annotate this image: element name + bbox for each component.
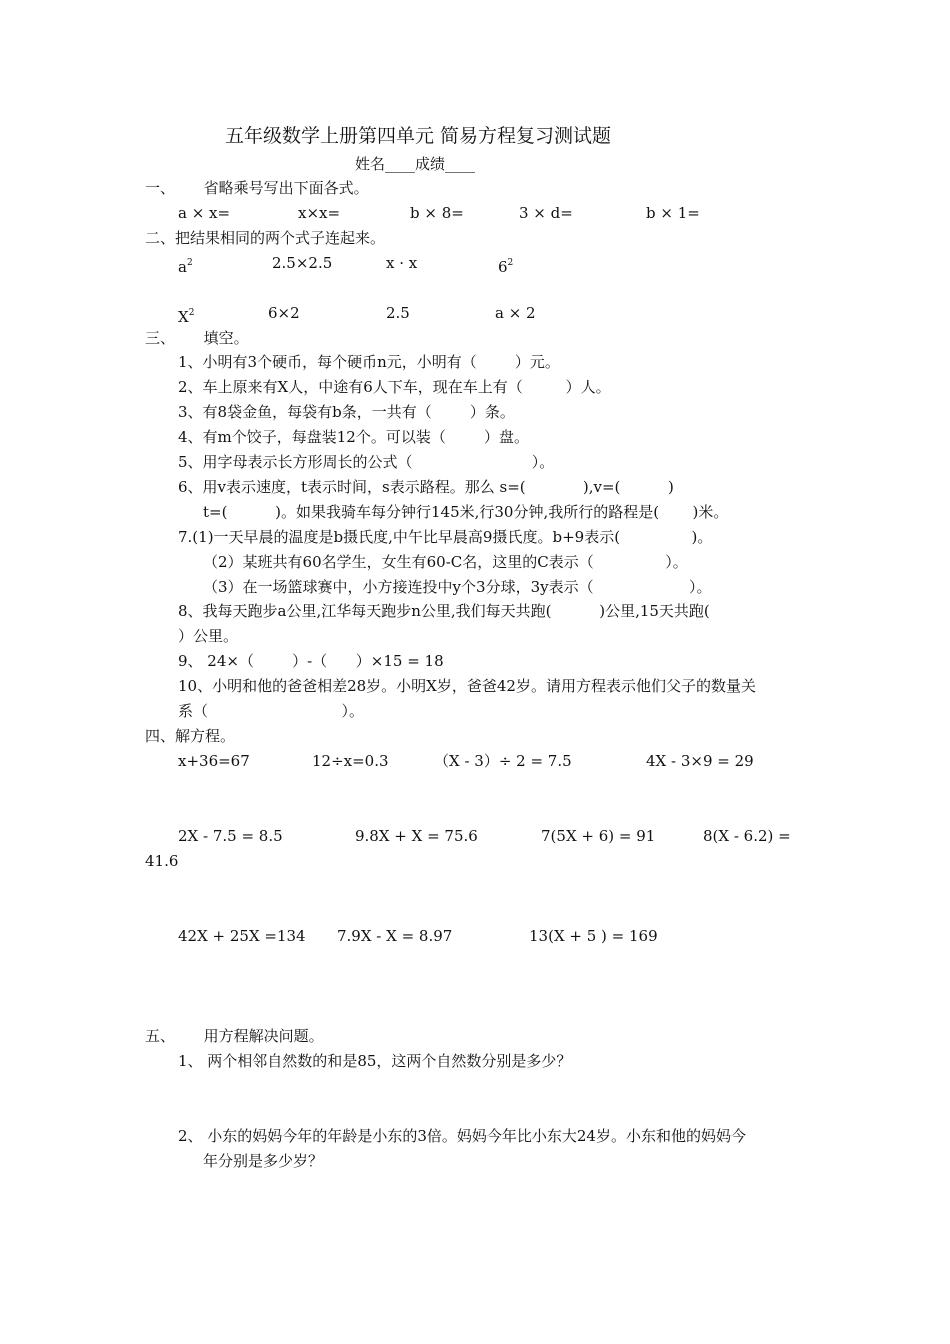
- question: 2、车上原来有X人，中途有6人下车，现在车上有（ ）人。: [178, 378, 611, 396]
- match-item: x · x: [386, 254, 418, 272]
- question: 3、有8袋金鱼，每袋有b条，一共有（ ）条。: [178, 403, 515, 421]
- equation: 7.9X - X = 8.97: [337, 927, 453, 945]
- word-problem: 2、 小东的妈妈今年的年龄是小东的3倍。妈妈今年比小东大24岁。小东和他的妈妈今: [178, 1127, 746, 1145]
- equation: 13(X + 5 ) = 169: [529, 927, 658, 945]
- question-continuation: t=( )。如果我骑车每分钟行145米,行30分钟,我所行的路程是( )米。: [203, 503, 729, 521]
- match-item: 2.5×2.5: [272, 254, 333, 272]
- section-4-heading: 四、解方程。: [145, 727, 236, 745]
- section-1-heading: 一、 省略乘号写出下面各式。: [145, 179, 369, 197]
- word-problem-continuation: 年分别是多少岁？: [203, 1152, 324, 1170]
- question: 6、用v表示速度，t表示时间，s表示路程。那么 s=( ),v=( ): [178, 478, 674, 496]
- question: 1、小明有3个硬币，每个硬币n元，小明有（ ）元。: [178, 353, 560, 371]
- equation: x+36=67: [178, 752, 250, 770]
- equation: 7(5X + 6) = 91: [541, 827, 656, 845]
- expr-item: b × 1=: [646, 204, 700, 222]
- expr-item: 3 × d=: [519, 204, 573, 222]
- equation: 9.8X + X = 75.6: [355, 827, 478, 845]
- question: 4、有m个饺子，每盘装12个。可以装（ ）盘。: [178, 428, 530, 446]
- equation: 8(X - 6.2) =: [703, 827, 791, 845]
- question-sub: （3）在一场篮球赛中，小方接连投中y个3分球，3y表示（ ）。: [203, 578, 712, 596]
- question: 10、小明和他的爸爸相差28岁。小明X岁，爸爸42岁。请用方程表示他们父子的数量关: [178, 677, 756, 695]
- section-3-heading: 三、 填空。: [145, 329, 249, 347]
- equation: 2X - 7.5 = 8.5: [178, 827, 283, 845]
- match-item: $X^2$: [178, 308, 195, 326]
- question-continuation: ）公里。: [178, 627, 239, 645]
- match-item: 6×2: [268, 304, 300, 322]
- question: 5、用字母表示长方形周长的公式（ ）。: [178, 453, 555, 471]
- question-continuation: 系（ ）。: [178, 702, 365, 720]
- expr-item: a × x=: [178, 204, 231, 222]
- question-sub: （2）某班共有60名学生，女生有60-C名，这里的C表示（ ）。: [203, 553, 688, 571]
- equation: 42X + 25X =134: [178, 927, 306, 945]
- section-5-heading: 五、 用方程解决问题。: [145, 1027, 324, 1045]
- name-score-line: 姓名____成绩____: [355, 155, 476, 173]
- expr-item: x×x=: [298, 204, 341, 222]
- question: 8、我每天跑步a公里,江华每天跑步n公里,我们每天共跑( )公里,15天共跑(: [178, 602, 710, 620]
- question: 9、 24×（ ）-（ ）×15 = 18: [178, 652, 444, 670]
- equation: 4X - 3×9 = 29: [646, 752, 754, 770]
- equation-continuation: 41.6: [145, 852, 179, 870]
- match-item: 2.5: [386, 304, 410, 322]
- question: 7.(1)一天早晨的温度是b摄氏度,中午比早晨高9摄氏度。b+9表示( )。: [178, 528, 713, 546]
- word-problem: 1、 两个相邻自然数的和是85，这两个自然数分别是多少？: [178, 1052, 572, 1070]
- section-2-heading: 二、把结果相同的两个式子连起来。: [145, 229, 386, 247]
- equation: 12÷x=0.3: [312, 752, 389, 770]
- match-item: a × 2: [495, 304, 536, 322]
- page-title: 五年级数学上册第四单元 简易方程复习测试题: [225, 125, 612, 147]
- expr-item: b × 8=: [410, 204, 464, 222]
- match-item: $a^2$: [178, 258, 193, 276]
- equation: （X - 3）÷ 2 = 7.5: [434, 752, 572, 770]
- match-item: $6^2$: [498, 258, 514, 276]
